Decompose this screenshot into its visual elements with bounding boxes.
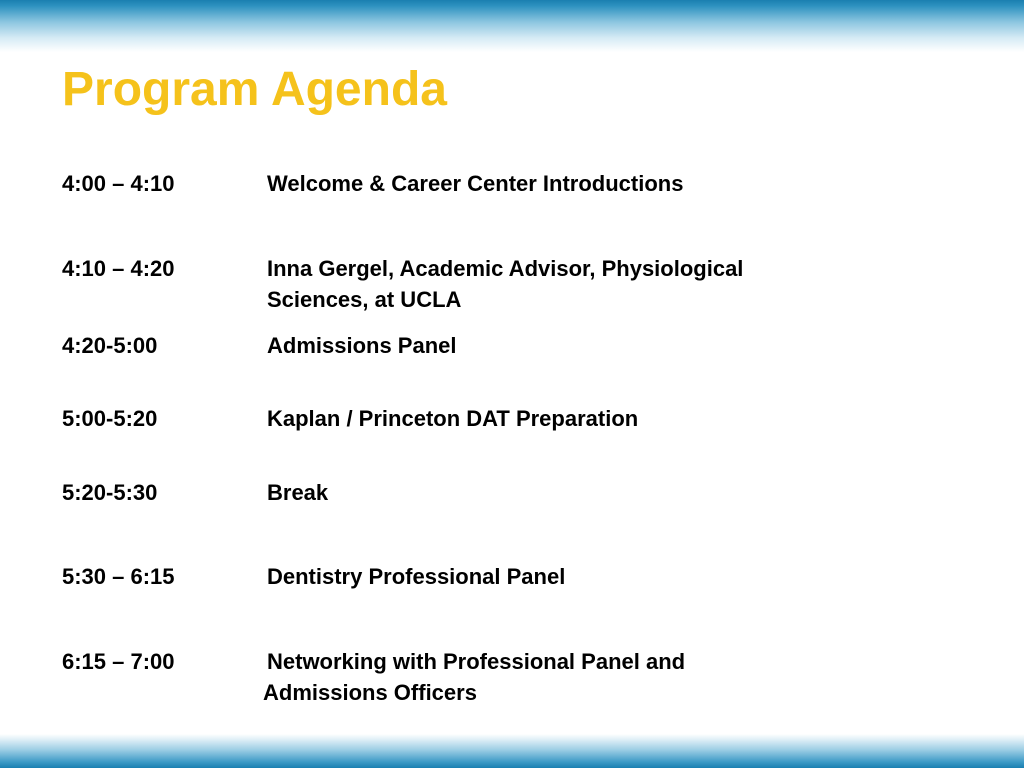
agenda-description — [267, 168, 887, 199]
agenda-time: 4:00 – 4:10 — [62, 171, 175, 196]
agenda-time: 5:30 – 6:15 — [62, 564, 175, 589]
top-gradient-band — [0, 0, 1024, 52]
agenda-time: 6:15 – 7:00 — [62, 649, 175, 674]
agenda-time: 5:00-5:20 — [62, 406, 158, 431]
agenda-time: 4:20-5:00 — [62, 333, 158, 358]
agenda-description-line: Inna Gergel, Academic Advisor, Physiological — [267, 256, 744, 281]
agenda-description — [267, 253, 887, 315]
agenda-description-line: Admissions Officers — [263, 680, 477, 705]
agenda-description — [267, 561, 887, 592]
agenda-description-line: Break — [267, 480, 329, 505]
agenda-description-line: Admissions Panel — [267, 333, 457, 358]
agenda-description — [267, 477, 887, 508]
agenda-description-line: Kaplan / Princeton DAT Preparation — [267, 406, 639, 431]
agenda-description — [267, 403, 887, 434]
agenda-description — [267, 330, 887, 361]
agenda-description — [263, 646, 887, 708]
agenda-description-line: Dentistry Professional Panel — [267, 564, 566, 589]
bottom-gradient-band — [0, 734, 1024, 768]
agenda-time: 5:20-5:30 — [62, 480, 158, 505]
agenda-description-line: Networking with Professional Panel and — [267, 649, 686, 674]
agenda-time: 4:10 – 4:20 — [62, 256, 175, 281]
agenda-description-line: Welcome & Career Center Introductions — [267, 171, 684, 196]
agenda-description-line: Sciences, at UCLA — [267, 287, 462, 312]
slide-title: Program Agenda — [62, 63, 447, 116]
